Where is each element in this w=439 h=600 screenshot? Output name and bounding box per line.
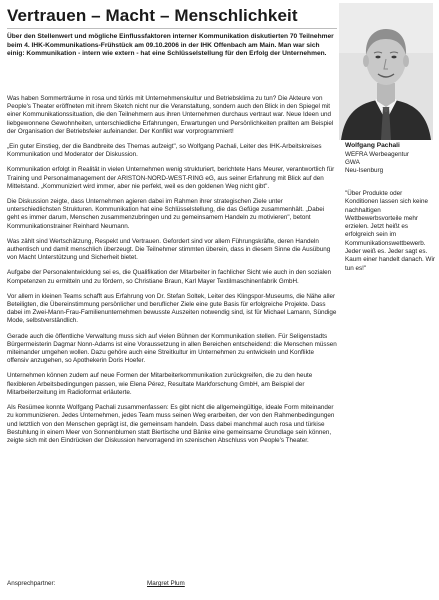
profile-company: WEFRA Werbeagentur [345,151,409,158]
body-paragraph: Unternehmen können zudem auf neue Formen der Mitarbeiterkommunikation zurückgreifen, die zu den heute flexibleren Arbeitsbedingungen passen, wie Elena Pérez, Resultate Markforschung GmbH, am Beispiel der Mitarbeiterzeitung im Radioformat erläuterte. [7,372,313,396]
body-paragraph: Was haben Sommerträume in rosa und türkis mit Unternehmenskultur und Betriebsklima zu tun? Die Akteure von People's Theater eröffneten mit ihrem Sketch nicht nur die Veranstaltung, sondern auch den Blick in den Spiegel mit einer Kommunikationssituation, die den Teilnehmern aus ihren Unternehmen durchaus vertraut war. Neue Ideen und liebgewonnene Gewohnheiten, unterschiedliche Erfahrungen, Erwartungen und Persönlichkeiten prallten am Beispiel der Organisation der Betriebsfeier aufeinander. Der Konflikt war vorprogrammiert! [7,95,334,135]
profile-name: Wolfgang Pachali [345,142,400,149]
title-divider [7,28,337,29]
portrait-illustration [339,3,433,140]
contact-label: Ansprechpartner: [7,580,56,587]
contact-name: Margret Plum [147,580,185,587]
article-title: Vertrauen – Macht – Menschlichkeit [7,6,298,25]
profile-association: GWA [345,159,360,167]
body-paragraph: Die Diskussion zeigte, dass Unternehmen agieren dabei im Rahmen ihrer strategischen Ziele unter unterschiedlichsten Strukturen. Kommunikation hat eine Schlüsselstellung, die das Gefüge zusammenhält. „Dabei geht es immer darum, Menschen zusammenzubringen und zu gemeinsamem Handeln zu motivieren", betont Kommunikationstrainer Reinhard Neumann. [7,198,325,230]
body-paragraph: Aufgabe der Personalentwicklung sei es, die Qualifikation der Mitarbeiter in fachlicher Sicht wie auch in den sozialen Kompetenzen zu ermitteln und zu fördern, so Christiane Braun, Karl Mayer Textilmaschinenfabrik GmbH. [7,269,332,285]
profile-quote: "Über Produkte oder Konditionen lassen sich keine nachhaltigen Wettbewerbsvorteile mehr erzielen. Jetzt heißt es erfolgreich sein im Kommunikationswettbewerb. Jeder weiß es. Jeder sagt es. Kaum einer handelt danach. Wir tun es!" [345,190,435,272]
body-paragraph: Gerade auch die öffentliche Verwaltung muss sich auf vielen Bühnen der Kommunikation stellen. Für Seligenstadts Bürgermeisterin Dagmar Nonn-Adams ist eine Voraussetzung in allen Bereichen entscheidend: die Menschen müssen miteinander umgehen wollen. Dazu gehöre auch eine Streitkultur im Unternehmen zu entwickeln und Konflikte offensiv anzugehen, so Apothekerin Doris Hoefer. [7,332,337,365]
body-paragraph: „Ein guter Einstieg, der die Bandbreite des Themas aufzeigt", so Wolfgang Pachali, Leiter des IHK-Arbeitskreises Kommunikation und Moderator der Diskussion. [7,143,322,159]
body-paragraph: Vor allem in kleinen Teams schafft aus Erfahrung von Dr. Stefan Soltek, Leiter des Klingspor-Museums, die Nähe aller Beteiligten, die Übereinstimmung persönlicher und beruflicher Ziele eine gute Basis für erfolgreiche Projekte. Dass dabei im Zwei-Mann-Frau-Familienunternehmen bewusste Auszeiten notwendig sind, ist für Michael Lamann, Sündige Mode, selbstverständlich. [7,292,337,325]
article-lead: Über den Stellenwert und mögliche Einflussfaktoren interner Kommunikation diskutierten 70 Teilnehmer beim 4. IHK-Kommunikations-Frühstück am 09.10.2006 in der IHK Offenbach am Main. Man war sich einig: Kommunikation - intern wie extern - hat eine Schlüsselstellung für den Erfolg der Unternehmen. [7,33,334,58]
body-paragraph: Was zählt sind Wertschätzung, Respekt und Vertrauen. Gefordert sind vor allem Führungskräfte, deren Handeln authentisch und damit menschlich überzeugt. Die Teilnehmer stimmten überein, dass in diesem Sinne die Ausübung von Macht Unterstützung und Sicherheit bietet. [7,237,331,262]
article-body [7,95,337,452]
profile-location: Neu-Isenburg [345,167,384,175]
body-paragraph: Als Resümee konnte Wolfgang Pachali zusammenfassen: Es gibt nicht die allgemeingültige, ideale Form miteinander zu kommunizieren. Jedes Unternehmen, jedes Team muss seinen Weg erarbeiten, der von den Rahmenbedingungen und letztlich von den Menschen geprägt ist, die gemeinsam handeln. Dass dabei manchmal auch rosa und türkise Bestuhlung in einem Meer von Sonnenblumen statt Biertische und Bänke eine gemeinsame Grundlage sein können, zeigte sich mit den Eindrücken der Diskussion hervorragend im szenischen Abschluss von People's Theater. [7,404,335,444]
body-paragraph: Kommunikation erfolgt in Realität in vielen Unternehmen wenig strukturiert, berichtete Hans Meurer, verantwortlich für Training und Personalmanagement der ARISTON-NORD-WEST-RING eG, aus seiner Erfahrung mit Blick auf den Mittelstand. „Kommuniziert wird immer, aber nie perfekt, weil es den goldenen Weg nicht gibt". [7,166,335,190]
profile-info [345,151,435,176]
portrait-photo [339,3,433,140]
contact-line [7,580,337,589]
